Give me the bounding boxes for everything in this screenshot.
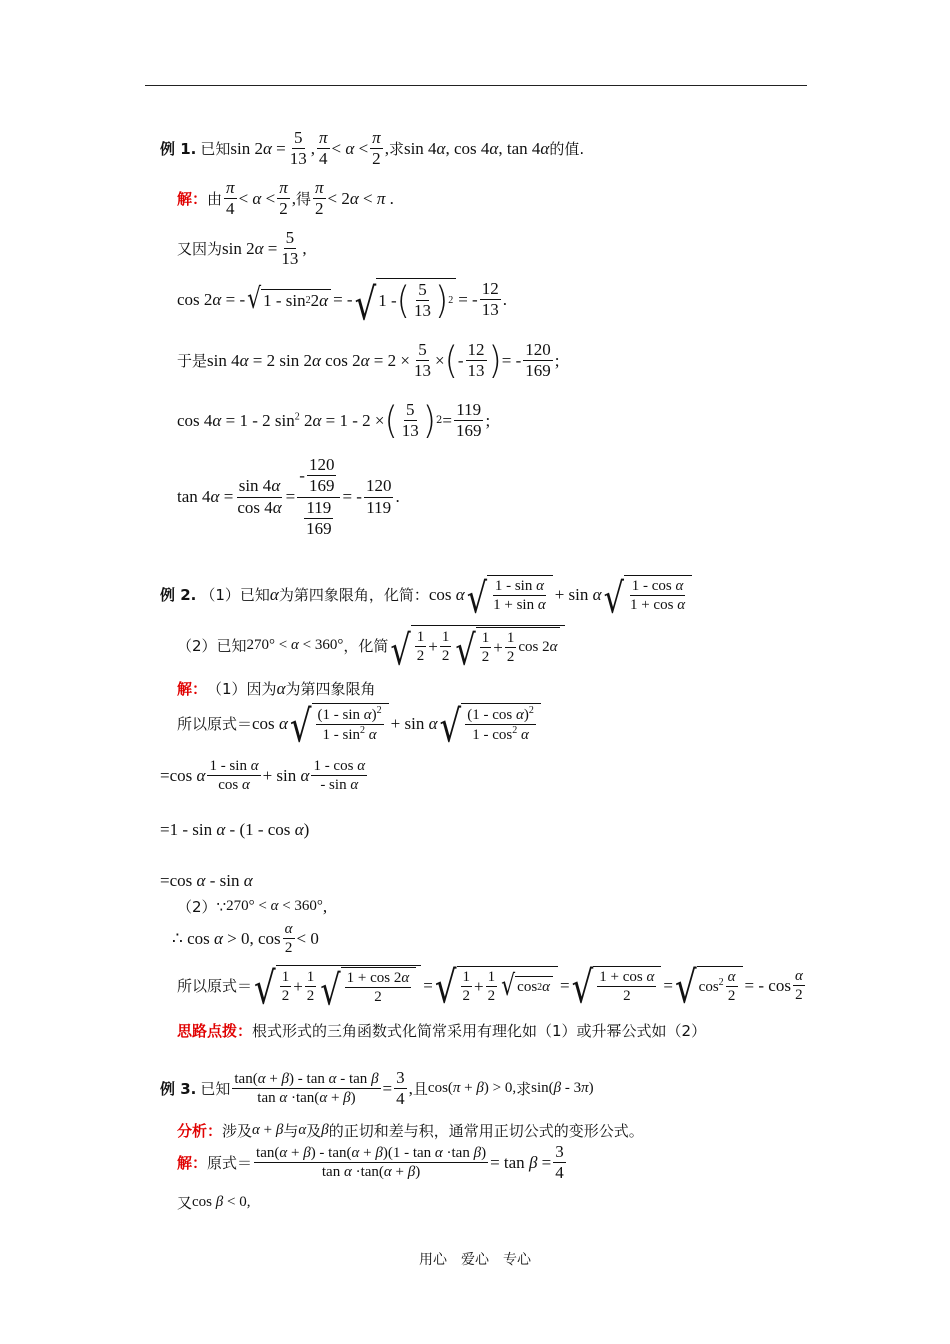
example3-solution: 解： 原式＝ $\frac{\text{tan(α + β) - tan(α + β)(1 - tan α ·tan β)}}{\text{tan α ·tan(α + β)}}$ = tan β = $\frac{3}{4}$ <box>177 1142 564 1183</box>
example3-solution-line2: 又 cos β < 0, <box>177 1194 251 1212</box>
example1-solution-line1: 解： 由 $\frac{\pi}{4}$ < α < $\frac{\pi}{2}$ , 得 $\frac{\pi}{2}$ < 2α < π . <box>177 178 394 219</box>
example2-solution-line2: 所以原式＝ cos α √ $\frac{(1 - \sin \alpha)^2}{1 - \sin^2 \alpha}$ + sin α √ $\frac{(1 - \cos \alpha)^2}{1 - \cos^2 \alpha}$ <box>177 703 543 744</box>
example3-analysis: 分析： 涉及 α + β 与 α 及 β 的正切和差与积，通常用正切公式的变形公式。 <box>177 1122 644 1140</box>
page-footer: 用心 爱心 专心 <box>419 1252 531 1268</box>
example2-part2-sol-line1: （2）∵ 270° < α < 360° , <box>177 896 328 916</box>
example1-tan4a: tan 4α = $\frac{\sin 4\alpha}{\cos 4\alpha}$ = - $\frac{120}{169}$ $\frac{119}{169}$ = - $\frac{120}{119}$ . <box>177 455 400 539</box>
example1-solution-line2: 又因为 sin 2α = $\frac{5}{13}$ , <box>177 228 307 269</box>
example2-solution-line5: =cos α - sin α <box>160 871 253 890</box>
example2-solution-line1: 解： （1）因为 α 为第四象限角 <box>177 678 376 698</box>
example2-solution-line3: =cos α $\frac{\text{1 - sin α}}{\text{cos α}}$ + sin α $\frac{\text{1 - cos α}}{\text{- sin α}}$ <box>160 758 366 793</box>
example2-part2-sol-line3: 所以原式＝ √ $\frac{1}{2}$ + $\frac{1}{2}$ √ $\frac{1 + \cos 2\alpha}{2}$ = √ $\frac{1}{2}$ + $\frac{1}{2}$ √ cos 2 α = √ $\frac{\text{1 + cos α}}{2}$ = √ $\cos^2$ $\frac{\alpha}{2}$ = - cos $\frac{\alpha}{2}$ <box>177 962 803 1015</box>
example1-sin4a: 于是 sin 4α = 2 sin 2α cos 2α = 2 × $\frac{5}{13}$ × ( - $\frac{12}{13}$ ) = - $\frac{120}{169}$ ; <box>177 338 560 383</box>
example3-statement: 例 3. 已知 $\frac{\text{tan(α + β) - tan α - tan β}}{\text{tan α ·tan(α + β)}}$ = $\frac{3}{4}$ , 且 cos(π + β) > 0, 求 sin(β - 3π) <box>160 1068 594 1109</box>
example2-part2: （2）已知 270° < α < 360° ，化简 √ $\frac{1}{2}$ + $\frac{1}{2}$ √ $\frac{1}{2}$ + $\frac{1}{2}$ cos 2α <box>177 625 567 666</box>
example2-part1: 例 2. （1）已知 α 为第四象限角，化简： cos α √ $\frac{\text{1 - sin α}}{\text{1 + sin α}}$ + sin α √ $\frac{\text{1 - cos α}}{\text{1 + cos α}}$ <box>160 575 694 614</box>
example3-label: 例 3. <box>160 1080 197 1099</box>
example2-part2-sol-line2: ∴ cos α > 0, cos $\frac{\alpha}{2}$ < 0 <box>172 921 319 956</box>
example1-label: 例 1. <box>160 140 197 159</box>
example2-solution-line4: =1 - sin α - (1 - cos α) <box>160 820 310 839</box>
example1-cos4a: cos 4α = 1 - 2 $\sin^2 2\alpha = 1 - 2$ × ( $\frac{5}{13}$ ) 2 = $\frac{119}{169}$ ; <box>177 398 491 443</box>
example2-label: 例 2. <box>160 586 197 604</box>
example1-cos2a: cos 2α = - √ 1 - sin 2 2 α = - √ 1 - ( $\frac{5}{13}$ ) 2 = - $\frac{12}{13}$ . <box>177 278 507 331</box>
example1-statement: 例 1. 已知 sin 2α = $\frac{5}{13}$ , $\frac{\pi}{4}$ < α < $\frac{\pi}{2}$ , 求 sin 4α, cos 4α, tan 4α 的值. <box>160 128 585 169</box>
header-rule <box>145 85 807 86</box>
example2-hint: 思路点拨： 根式形式的三角函数式化简常采用有理化如（1）或升幂公式如（2） <box>177 1022 707 1040</box>
